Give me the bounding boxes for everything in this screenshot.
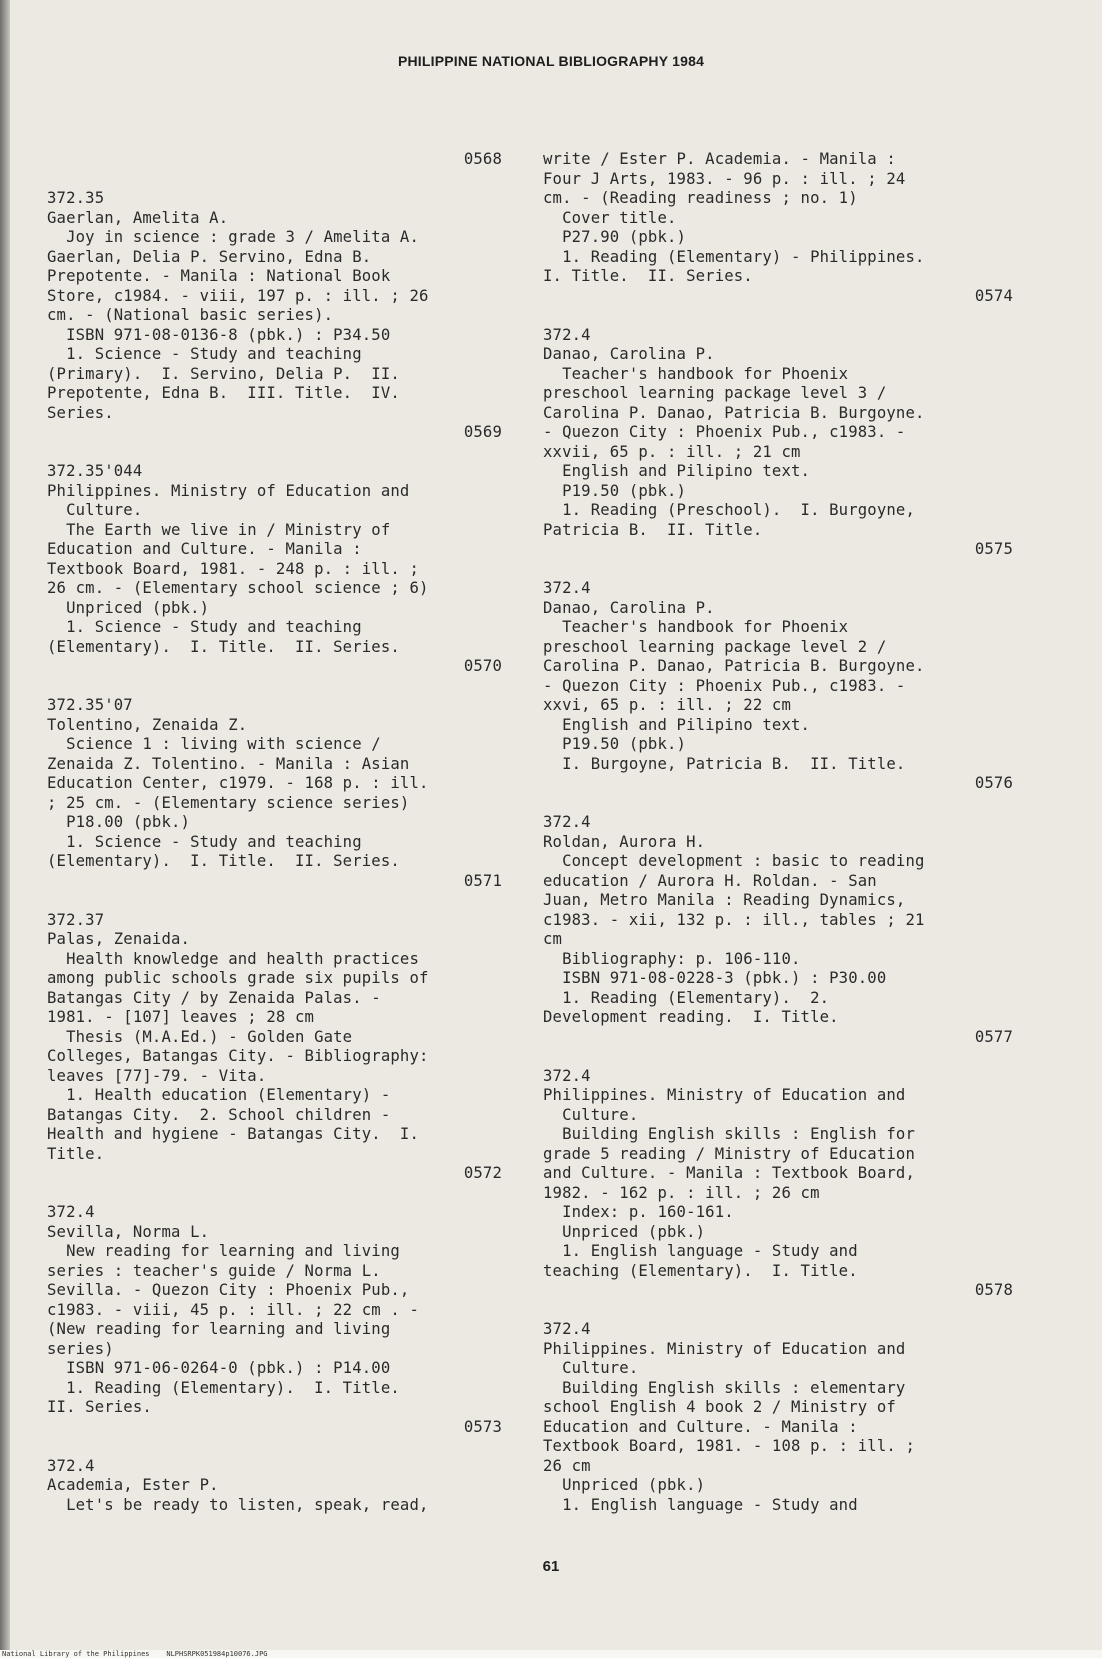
entry-line: Education and Culture. - Manila : [543,1417,858,1436]
entry-spacer [47,443,502,463]
entry-line: Philippines. Ministry of Education and [47,481,410,500]
call-number: 372.4 [47,1203,95,1221]
entry-line: series : teacher's guide / Norma L. [47,1261,381,1280]
entry-number: 0572 [463,1164,502,1182]
entry-line: Sevilla, Norma L. [47,1222,210,1241]
entry-line: Unpriced (pbk.) [543,1222,706,1241]
call-number: 372.4 [543,579,591,597]
entry-line: school English 4 book 2 / Ministry of [543,1398,896,1416]
entry-spacer [47,1437,502,1457]
bibliography-entry [47,1164,502,1418]
entry-line: P27.90 (pbk.) [543,228,687,246]
entry-line: Building English skills : elementary [543,1378,906,1397]
bibliography-entry [47,657,502,872]
entry-line: Roldan, Aurora H. [543,832,706,851]
entry-line: grade 5 reading / Ministry of Education [543,1144,915,1163]
entry-line: ISBN 971-08-0136-8 (pbk.) : P34.50 [47,325,391,344]
entry-line: Batangas City / by Zenaida Palas. - [47,988,381,1007]
footer-caption: National Library of the Philippines NLPHSRPK051984p10076.JPG [2,1650,268,1658]
entry-line: ISBN 971-06-0264-0 (pbk.) : P14.00 [47,1359,391,1377]
entry-line: Joy in science : grade 3 / Amelita A. [47,228,419,246]
entry-line: xxvii, 65 p. : ill. ; 21 cm [543,442,801,461]
entry-line: Gaerlan, Amelita A. [47,208,229,227]
entry-line: 1982. - 162 p. : ill. ; 26 cm [543,1183,820,1202]
entry-line: Carolina P. Danao, Patricia B. Burgoyne. [543,403,925,422]
entry-line: 1. Reading (Elementary). I. Title. [47,1378,400,1397]
entry-line: Thesis (M.A.Ed.) - Golden Gate [47,1027,353,1046]
entry-line: New reading for learning and living [47,1242,400,1260]
entry-line: Textbook Board, 1981. - 248 p. : ill. ; [47,559,419,578]
entry-line: Carolina P. Danao, Patricia B. Burgoyne. [543,657,925,675]
entry-line: ISBN 971-08-0228-3 (pbk.) : P30.00 [543,969,887,987]
entry-line: I. Title. II. Series. [543,267,753,285]
page-number: 61 [542,1558,560,1575]
entry-line: Health and hygiene - Batangas City. I. [47,1125,419,1143]
entry-line: Let's be ready to listen, speak, read, [47,1495,429,1514]
bibliography-entry [543,540,1013,774]
entry-number: 0571 [463,871,502,890]
entry-line: Prepotente, Edna B. III. Title. IV. [47,384,400,402]
bibliography-entry [543,1028,1013,1282]
call-number: 372.35 [47,189,105,207]
entry-line: Series. [47,403,114,422]
bibliography-entry [47,150,502,423]
entry-line: (New reading for learning and living [47,1320,391,1338]
call-number: 372.37 [47,910,105,929]
entry-line: Palas, Zenaida. [47,930,191,948]
entry-line: Development reading. I. Title. [543,1008,839,1026]
entry-line: Philippines. Ministry of Education and [543,1086,906,1104]
entry-line: Cover title. [543,208,677,227]
entry-line: Title. [47,1144,105,1163]
entry-line: preschool learning package level 3 / [543,384,887,402]
entry-line: cm [543,930,563,948]
entry-line: Danao, Carolina P. [543,345,715,363]
entry-spacer [543,306,1013,326]
left-column [47,150,502,1515]
entry-line: Science 1 : living with science / [47,735,381,753]
entry-line: Education and Culture. - Manila : [47,540,362,558]
entry-line: Sevilla. - Quezon City : Phoenix Pub., [47,1281,410,1299]
right-column [543,150,1013,1515]
entry-line: c1983. - viii, 45 p. : ill. ; 22 cm . - [47,1300,419,1319]
entry-line: teaching (Elementary). I. Title. [543,1261,858,1280]
entry-line: Tolentino, Zenaida Z. [47,715,248,734]
entry-line: c1983. - xii, 132 p. : ill., tables ; 21 [543,910,925,929]
entry-line: 1. Science - Study and teaching [47,832,362,851]
entry-number: 0573 [463,1417,502,1436]
call-number: 372.35'07 [47,696,133,714]
call-number: 372.4 [47,1456,95,1475]
call-number: 372.35'044 [47,462,143,480]
entry-line: Concept development : basic to reading [543,852,925,870]
entry-line: Culture. [543,1359,639,1377]
bibliography-entry [47,1418,502,1516]
entry-number: 0575 [974,540,1013,558]
entry-line: Batangas City. 2. School children - [47,1105,391,1124]
entry-line: II. Series. [47,1398,152,1416]
entry-line: - Quezon City : Phoenix Pub., c1983. - [543,676,906,695]
entry-number: 0577 [974,1027,1013,1046]
entry-line: 1. Science - Study and teaching [47,345,362,363]
entry-line: 1. English language - Study and [543,1495,858,1514]
entry-line: leaves [77]-79. - Vita. [47,1066,267,1085]
entry-line: 26 cm. - (Elementary school science ; 6) [47,579,429,597]
entry-spacer [543,794,1013,814]
entry-spacer [47,677,502,697]
entry-line: 1. Reading (Preschool). I. Burgoyne, [543,501,915,519]
entry-line: 1. Reading (Elementary) - Philippines. [543,247,925,266]
call-number: 372.4 [543,813,591,831]
entry-spacer [47,170,502,190]
page-binding-edge [0,0,10,1650]
entry-line: Education Center, c1979. - 168 p. : ill. [47,774,429,792]
page-header: PHILIPPINE NATIONAL BIBLIOGRAPHY 1984 [397,53,705,69]
entry-line: Philippines. Ministry of Education and [543,1339,906,1358]
entry-line: 1. Reading (Elementary). 2. [543,988,830,1007]
entry-line: among public schools grade six pupils of [47,969,429,987]
entry-line: P18.00 (pbk.) [47,813,191,831]
bibliography-entry [47,872,502,1165]
entry-number: 0578 [974,1281,1013,1299]
entry-line: Bibliography: p. 106-110. [543,949,801,968]
entry-line: (Elementary). I. Title. II. Series. [47,852,400,870]
entry-spacer [47,1184,502,1204]
bibliography-entry [543,150,1013,287]
entry-spacer [543,1047,1013,1067]
entry-line: Colleges, Batangas City. - Bibliography: [47,1047,429,1065]
entry-number: 0576 [974,774,1013,792]
entry-line: cm. - (National basic series). [47,306,334,324]
entry-line: preschool learning package level 2 / [543,637,887,656]
entry-line: Building English skills : English for [543,1125,915,1143]
entry-line: ; 25 cm. - (Elementary science series) [47,793,410,812]
entry-line: (Primary). I. Servino, Delia P. II. [47,364,400,383]
entry-line: - Quezon City : Phoenix Pub., c1983. - [543,423,906,441]
entry-line: Index: p. 160-161. [543,1203,734,1221]
entry-number: 0570 [463,657,502,675]
call-number: 372.4 [543,325,591,344]
footer-strip [0,1650,1102,1658]
entry-line: 1. Science - Study and teaching [47,618,362,636]
bibliography-entry [47,423,502,657]
bibliography-entry [543,1281,1013,1515]
entry-line: I. Burgoyne, Patricia B. II. Title. [543,754,906,773]
entry-spacer [543,560,1013,580]
entry-line: and Culture. - Manila : Textbook Board, [543,1164,915,1182]
entry-line: P19.50 (pbk.) [543,735,687,753]
entry-line: Culture. [47,501,143,519]
entry-line: 1981. - [107] leaves ; 28 cm [47,1008,315,1026]
bibliography-entry [543,287,1013,541]
entry-line: (Elementary). I. Title. II. Series. [47,637,400,656]
entry-line: Zenaida Z. Tolentino. - Manila : Asian [47,754,410,773]
entry-number: 0569 [463,423,502,441]
entry-line: 1. English language - Study and [543,1242,858,1260]
entry-line: Four J Arts, 1983. - 96 p. : ill. ; 24 [543,169,906,188]
entry-line: 26 cm [543,1456,591,1475]
entry-line: Textbook Board, 1981. - 108 p. : ill. ; [543,1437,915,1455]
entry-line: English and Pilipino text. [543,715,811,734]
entry-line: Teacher's handbook for Phoenix [543,618,849,636]
entry-line: Store, c1984. - viii, 197 p. : ill. ; 26 [47,286,429,305]
entry-line: Culture. [543,1105,639,1124]
entry-line: Prepotente. - Manila : National Book [47,267,391,285]
entry-line: Juan, Metro Manila : Reading Dynamics, [543,891,906,909]
entry-line: write / Ester P. Academia. - Manila : [543,150,896,168]
bibliography-entry [543,774,1013,1028]
entry-line: Health knowledge and health practices [47,949,419,968]
entry-line: P19.50 (pbk.) [543,481,687,500]
entry-line: education / Aurora H. Roldan. - San [543,871,877,890]
call-number: 372.4 [543,1066,591,1085]
call-number: 372.4 [543,1320,591,1338]
entry-line: Gaerlan, Delia P. Servino, Edna B. [47,247,372,266]
entry-spacer [47,891,502,911]
entry-line: 1. Health education (Elementary) - [47,1086,391,1104]
entry-line: English and Pilipino text. [543,462,811,480]
entry-number: 0574 [974,286,1013,305]
entry-line: xxvi, 65 p. : ill. ; 22 cm [543,696,791,714]
entry-number: 0568 [463,150,502,168]
entry-line: cm. - (Reading readiness ; no. 1) [543,189,858,207]
entry-spacer [543,1301,1013,1321]
entry-line: Danao, Carolina P. [543,598,715,617]
entry-line: The Earth we live in / Ministry of [47,520,391,539]
entry-line: Teacher's handbook for Phoenix [543,364,849,383]
entry-line: Academia, Ester P. [47,1476,219,1494]
entry-line: Unpriced (pbk.) [543,1476,706,1494]
entry-line: series) [47,1339,114,1358]
entry-line: Unpriced (pbk.) [47,598,210,617]
entry-line: Patricia B. II. Title. [543,520,763,539]
